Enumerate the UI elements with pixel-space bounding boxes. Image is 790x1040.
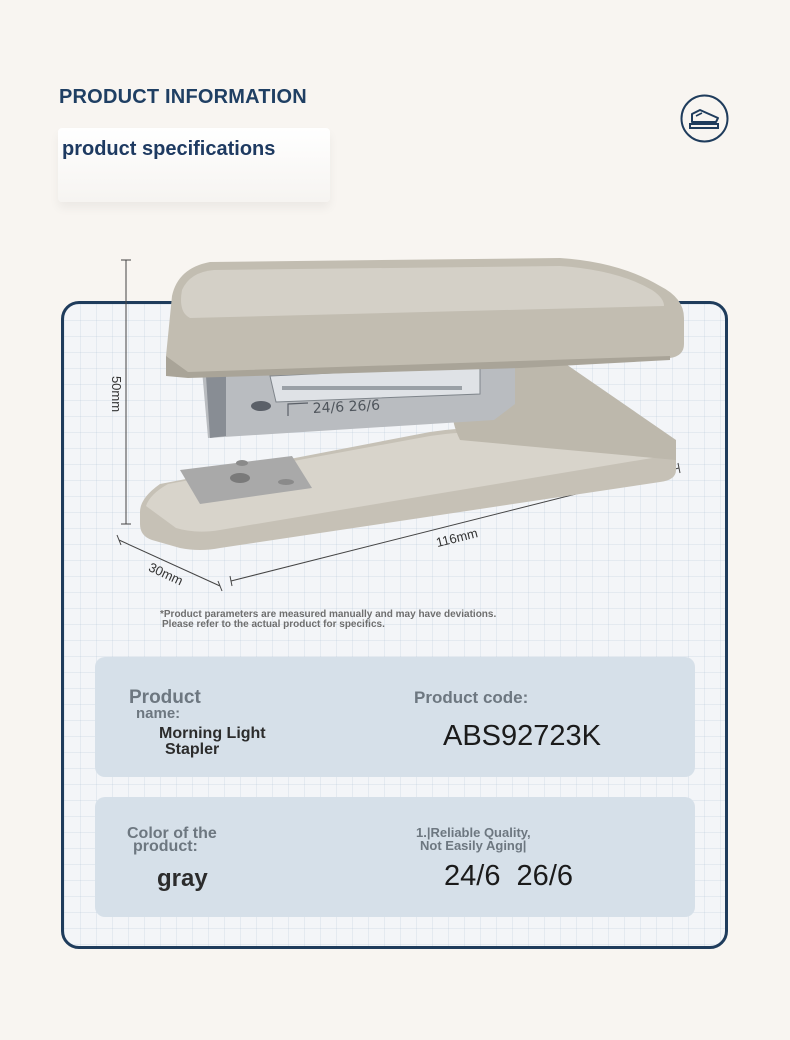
height-dimension-label: 50mm: [109, 375, 124, 413]
product-code-label: Product code:: [414, 688, 529, 707]
product-name-value-line-2: Stapler: [165, 741, 220, 758]
feature-value: 24/6 26/6: [444, 860, 573, 892]
info-box-color-feature: [95, 797, 695, 917]
info-box-name-code: [95, 657, 695, 777]
disclaimer-line-2: Please refer to the actual product for specifics.: [162, 619, 385, 630]
length-dimension-label: 116mm: [434, 525, 480, 551]
feature-label-line-1: 1.|Reliable Quality,: [416, 825, 531, 840]
feature-label-line-2: Not Easily Aging|: [420, 838, 527, 853]
disclaimer-line-1: *Product parameters are measured manually and may have deviations.: [160, 609, 497, 620]
product-name-label-line-2: name:: [136, 705, 181, 722]
disclaimer: [160, 610, 640, 630]
color-value: gray: [157, 865, 208, 892]
color-label-line-1: Color of the: [127, 825, 217, 842]
spec-banner-label: product specifications: [62, 138, 276, 160]
stapler-marking: 24/6 26/6: [312, 397, 381, 417]
header-title: PRODUCT INFORMATION: [59, 86, 307, 108]
color-label-line-2: product:: [133, 838, 198, 855]
product-name-label-line-1: Product: [129, 687, 201, 708]
width-dimension-label: 30mm: [146, 559, 186, 589]
product-name-value-line-1: Morning Light: [159, 725, 266, 742]
product-code-value: ABS92723K: [443, 720, 602, 752]
